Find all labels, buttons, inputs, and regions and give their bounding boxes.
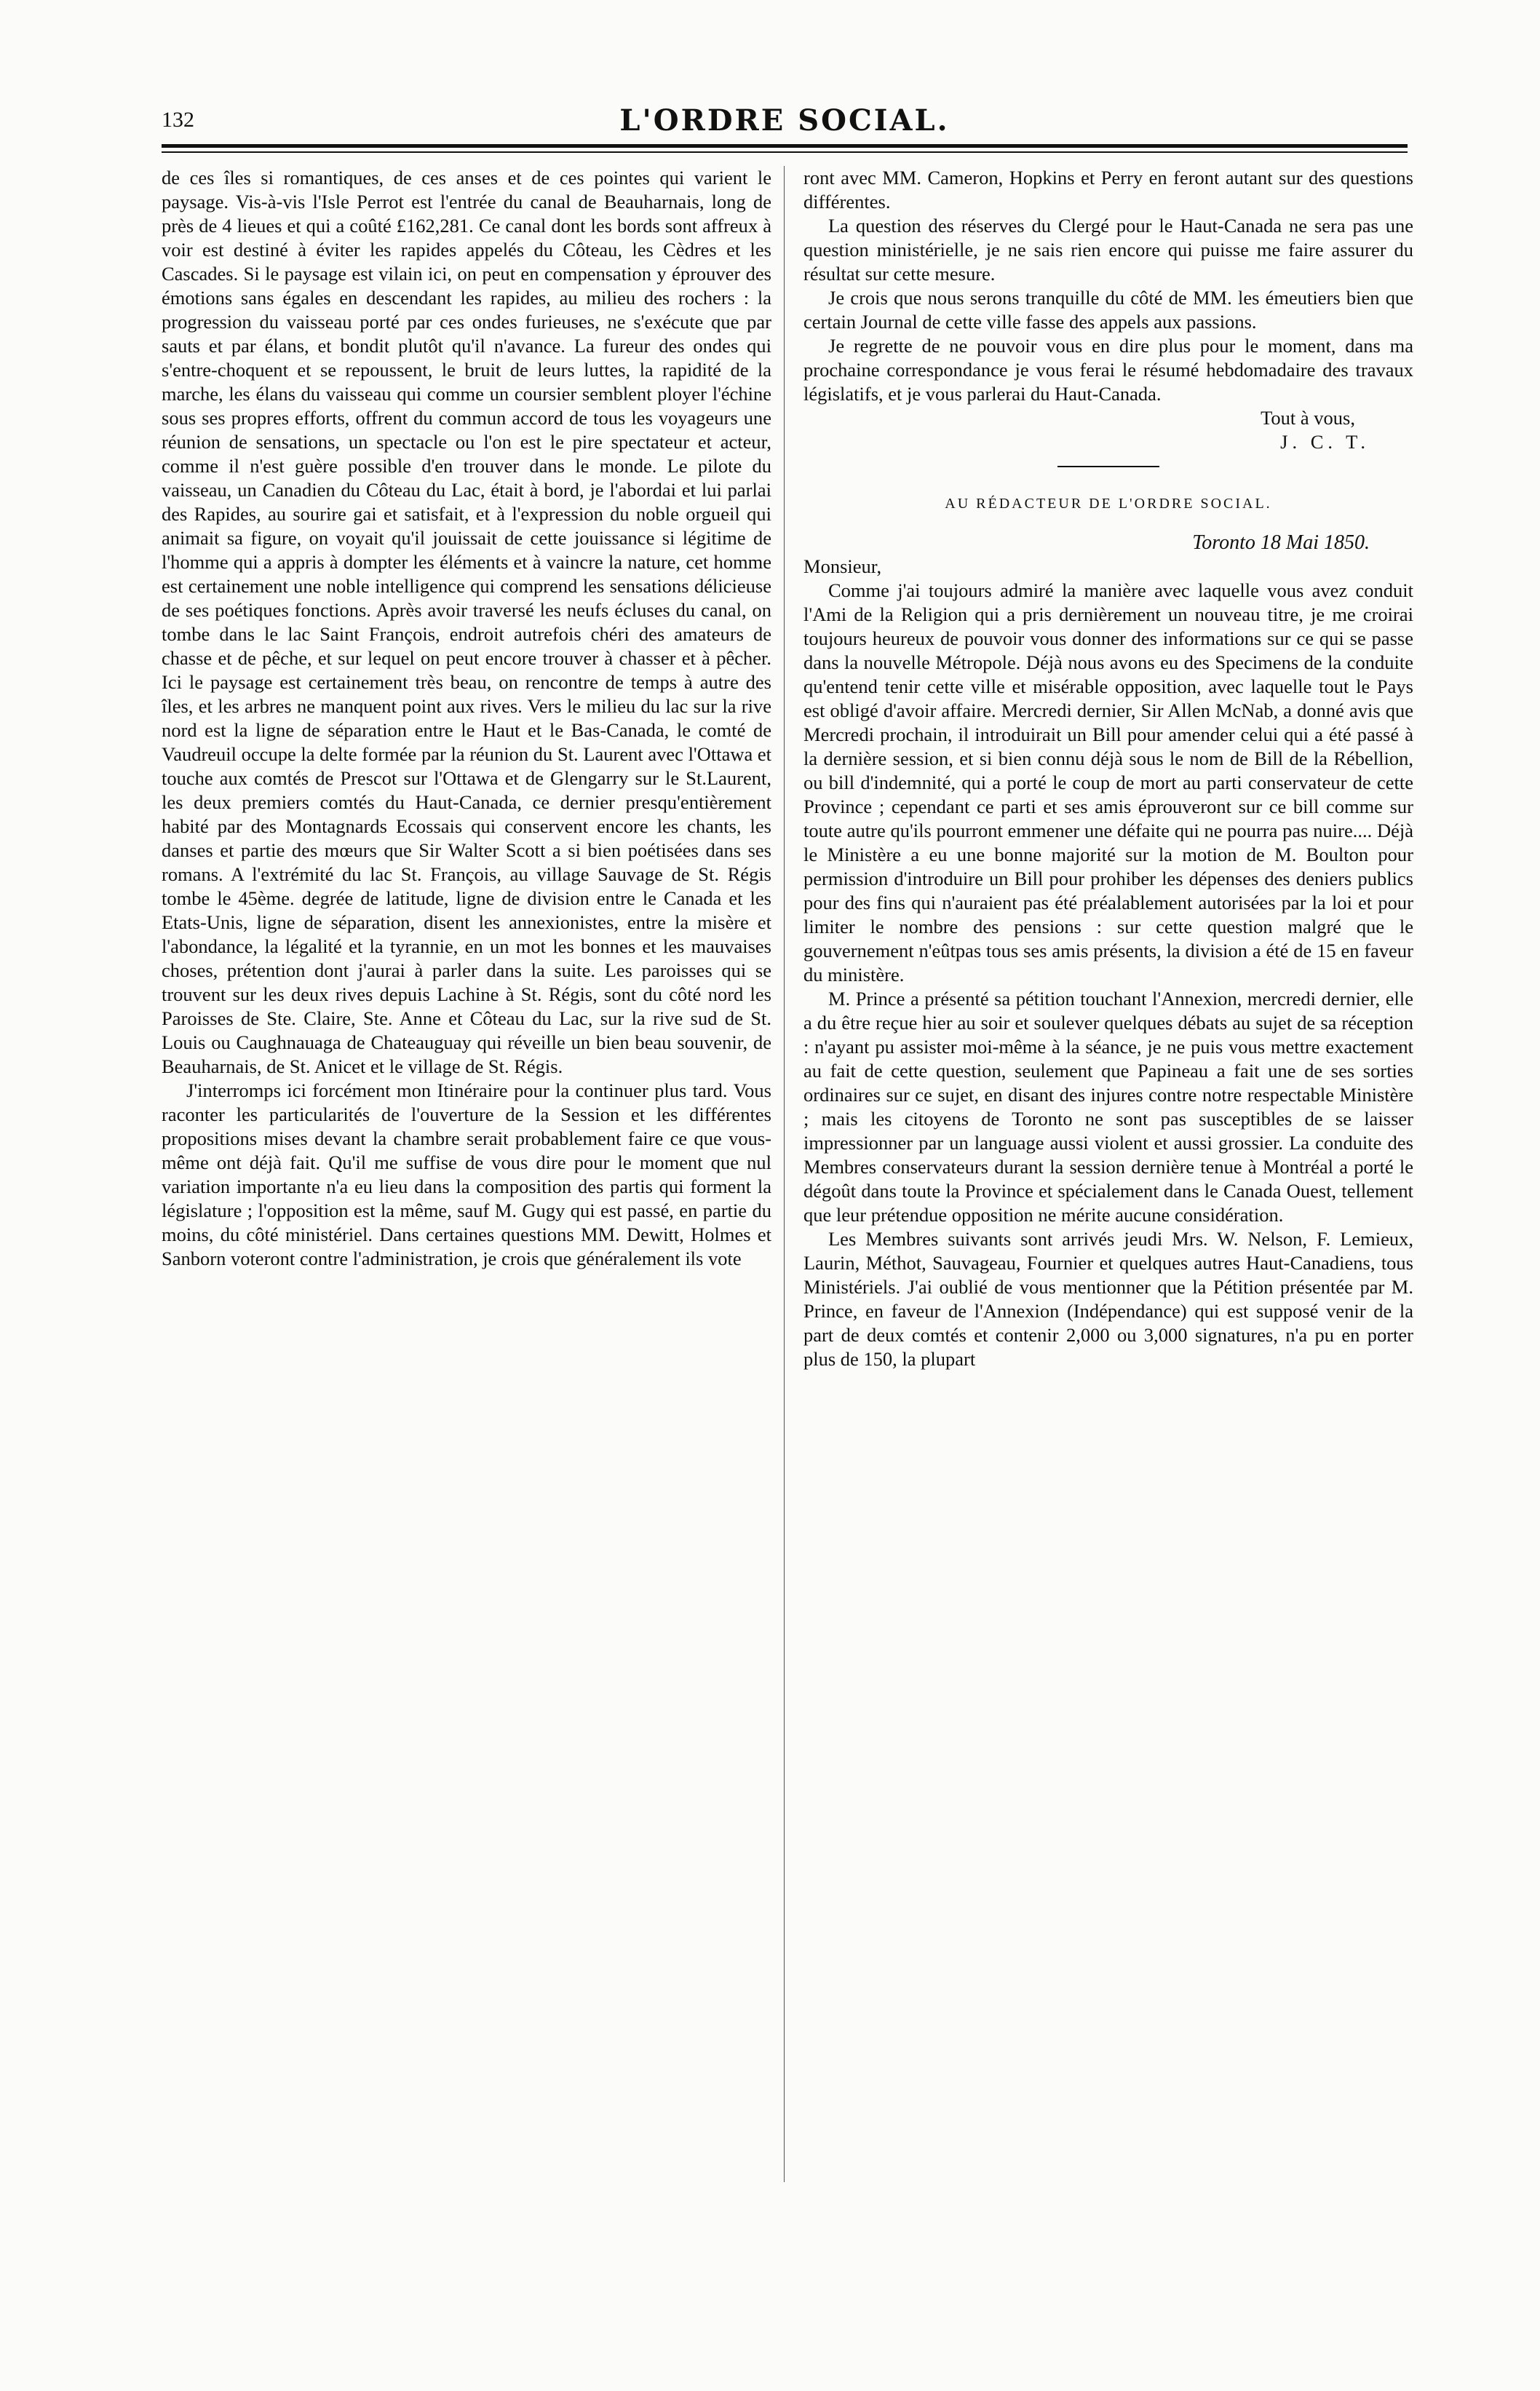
left-paragraph-2: J'interromps ici forcément mon Itinéraire pour la continuer plus tard. Vous raconter les particularités de l'ouverture de la Session et les différentes propositions mises devant la chambre serait probablement faire ce que vous-même ont déjà fait. Qu'il me suffise de vous dire pour le moment que nul variation importante n'a eu lieu dans la composition des partis qui forment la législature ; l'opposition est la même, sauf M. Gugy qui est passé, en partie du moins, du côté ministériel. Dans certaines questions MM. Dewitt, Holmes et Sanborn voteront contre l'administration, je crois que généralement ils vote — [162, 1079, 771, 1269]
letter-salutation: Monsieur, — [803, 555, 882, 577]
page-header — [162, 103, 1408, 146]
right-paragraph-2: La question des réserves du Clergé pour le Haut-Canada ne sera pas une question ministérielle, je ne sais rien encore qui puisse me faire assurer du résultat sur cette mesure. — [803, 215, 1413, 285]
header-rule-thin — [162, 151, 1408, 153]
right-paragraph-4: Je regrette de ne pouvoir vous en dire plus pour le moment, dans ma prochaine correspondance je vous ferai le résumé hebdomadaire des travaux législatifs, et je vous parlerai du Haut-Canada. — [803, 335, 1413, 405]
letter-dateline: Toronto 18 Mai 1850. — [1192, 531, 1370, 554]
section-heading: AU RÉDACTEUR DE L'ORDRE SOCIAL. — [945, 496, 1272, 512]
letter-signature: J. C. T. — [1280, 431, 1370, 453]
page-number: 132 — [162, 108, 194, 132]
left-paragraph-1: de ces îles si romantiques, de ces anses et de ces pointes qui varient le paysage. Vis-à-vis l'Isle Perrot est l'entrée du canal de Beauharnais, long de près de 4 lieues et qui a coûté £162,281. Ce canal dont les bords sont affreux à voir est destiné à éviter les rapides appelés du Côteau, les Cèdres et les Cascades. Si le paysage est vilain ici, on peut en compensation y éprouver des émotions sans égales en descendant les rapides, au milieu des rochers : la progression du vaisseau porté par ces ondes furieuses, ne s'exécute que par sauts et par élans, et bondit plutôt qu'il n'avance. La fureur des ondes qui s'entre-choquent et se repoussent, le bruit de leurs luttes, la rapidité de la marche, les élans du vaisseau qui comme un coursier semblent ployer l'échine sous ses propres efforts, offrent du commun accord de tous les voyageurs une réunion de sensations, un spectacle ou l'on est le pire spectateur et acteur, comme il n'est guère possible d'en trouver dans le monde. Le pilote du vaisseau, un Canadien du Côteau du Lac, était à bord, je l'abordai et lui parlai des Rapides, au sourire gai et satisfait, et à l'expression du noble orgueil qui animait sa figure, on voyait qu'il jouissait de cette jouissance si légitime de l'homme qui a appris à dompter les éléments et à vaincre la nature, cet homme est certainement une noble intelligence qui comprend les sensations délicieuse de ses poétiques fonctions. Après avoir traversé les neufs écluses du canal, on tombe dans le lac Saint François, endroit autrefois chéri des amateurs de chasse et de pêche, et sur lequel on peut encore trouver à chasser et à pêcher. Ici le paysage est certainement très beau, on rencontre de temps à autre des îles, et les arbres ne manquent point aux rives. Vers le milieu du lac sur la rive nord est la ligne de séparation entre le Haut et le Bas-Canada, le comté de Vaudreuil occupe la delte formée par la réunion du St. Laurent avec l'Ottawa et touche aux comtés de Prescot sur l'Ottawa et de Glengarry sur le St.Laurent, les deux premiers comtés du Haut-Canada, ce dernier presqu'entièrement habité par des Montagnards Ecossais qui conservent encore les chants, les danses et partie des mœurs que Sir Walter Scott a si bien poétisées dans ses romans. A l'extrémité du lac St. François, au village Sauvage de St. Régis tombe le 45ème. degrée de latitude, ligne de division entre le Canada et les Etats-Unis, ligne de séparation, disent les annexionistes, entre la misère et l'abondance, la légalité et la tyrannie, en un mot les bonnes et les mauvaises choses, prétention dont j'aurai à parler dans la suite. Les paroisses qui se trouvent sur les deux rives depuis Lachine à St. Régis, sont du côté nord les Paroisses de Ste. Claire, Ste. Anne et Côteau du Lac, sur la rive sud de St. Louis ou Caughnauaga de Chateauguay qui réveille un bien beau souvenir, de Beauharnais, de St. Anicet et le village de St. Régis. — [162, 167, 771, 1077]
right-column — [803, 166, 1413, 2189]
right-paragraph-7: Les Membres suivants sont arrivés jeudi Mrs. W. Nelson, F. Lemieux, Laurin, Méthot, Sauvageau, Fournier et quelques autres Haut-Canadiens, tous Ministériels. J'ai oublié de vous mentionner que la Pétition présentée par M. Prince, en faveur de l'Annexion (Indépendance) qui est supposé venir de la part de deux comtés et contenir 2,000 ou 3,000 signatures, n'a pu en porter plus de 150, la plupart — [803, 1228, 1413, 1370]
right-paragraph-5: Comme j'ai toujours admiré la manière avec laquelle vous avez conduit l'Ami de la Religion qui a pris dernièrement un nouveau titre, je me croirai toujours heureux de pouvoir vous donner des informations sur ce qui se passe dans la nouvelle Métropole. Déjà nous avons eu des Specimens de la conduite qu'entend tenir cette ville et misérable opposition, avec laquelle tout le Pays est obligé d'avoir affaire. Mercredi dernier, Sir Allen McNab, a donné avis que Mercredi prochain, il introduirait un Bill pour amender celui qui a été passé à la dernière session, et si bien connu déjà sous le nom de Bill de la Rébellion, ou bill d'indemnité, qui a porté le coup de mort au parti conservateur de cette Province ; cependant ce parti et ses amis éprouveront sur ce bill comme sur toute autre qu'ils pourront emmener une défaite qui ne pourra pas nuire.... Déjà le Ministère a eu une bonne majorité sur la motion de M. Boulton pour permission d'introduire un Bill pour prohiber les dépenses des deniers publics pour des fins qui n'auraient pas été préalablement autorisées par la loi et pour limiter le nombre des pensions : sur cette question malgré que le gouvernement n'eûtpas tous ses amis présents, la division a été de 15 en faveur du ministère. — [803, 579, 1413, 986]
right-paragraph-6: M. Prince a présenté sa pétition touchant l'Annexion, mercredi dernier, elle a du être reçue hier au soir et soulever quelques débats au sujet de sa réception : n'ayant pu assister moi-même à la séance, je ne puis vous mettre exactement au fait de cette question, seulement que Papineau a fait une de ses sorties ordinaires sur ce sujet, en disant des injures contre notre respectable Ministère ; mais les citoyens de Toronto ne sont pas susceptibles de se laisser impressionner par un language aussi violent et aussi grossier. La conduite des Membres conservateurs durant la session dernière tenue à Montréal a porté le dégoût dans toute la Province et spécialement dans le Canada Ouest, tellement que leur prétendue opposition ne mérite aucune considération. — [803, 988, 1413, 1226]
left-column — [162, 166, 771, 2189]
column-divider — [784, 166, 785, 2182]
right-paragraph-3: Je crois que nous serons tranquille du côté de MM. les émeutiers bien que certain Journal de cette ville fasse des appels aux passions. — [803, 287, 1413, 333]
letter-signoff: Tout à vous, — [1261, 407, 1355, 429]
header-rule-thick — [162, 144, 1408, 148]
right-paragraph-1: ront avec MM. Cameron, Hopkins et Perry en feront autant sur des questions différentes. — [803, 167, 1413, 213]
masthead-title: L'ORDRE SOCIAL. — [619, 103, 950, 138]
section-divider — [1057, 466, 1159, 467]
